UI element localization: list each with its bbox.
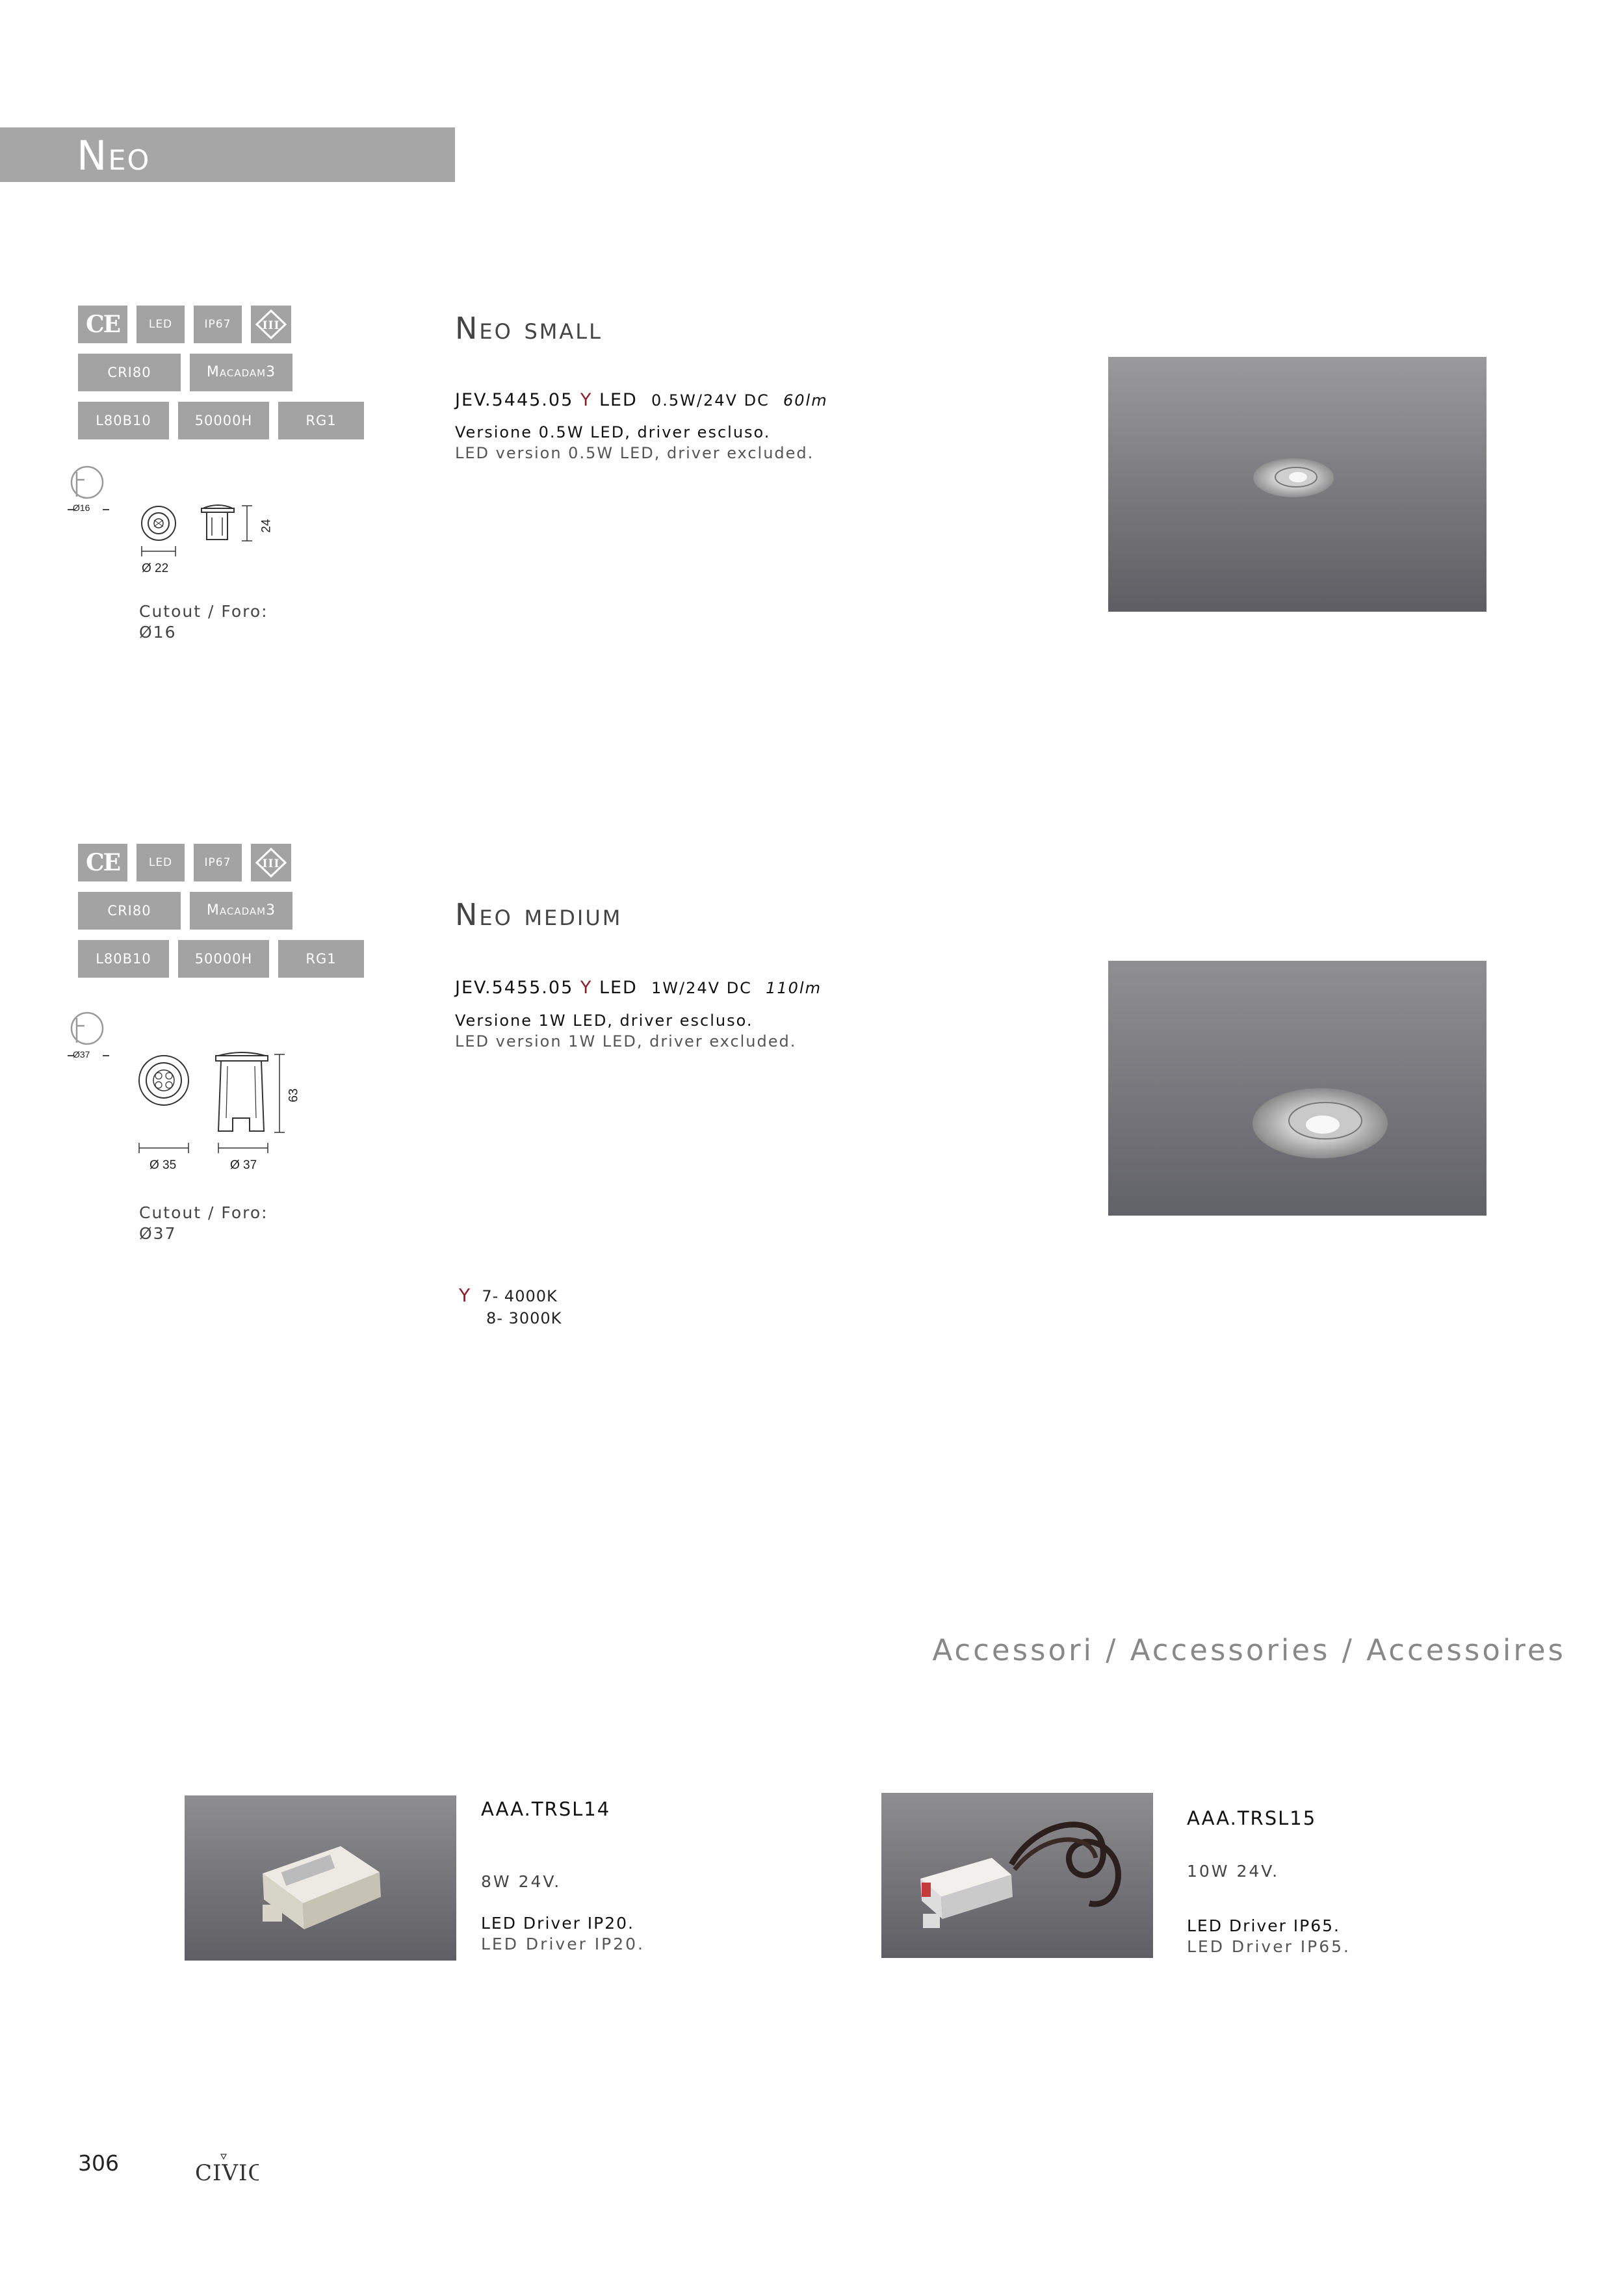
accessory-photo-driver-ip20 [185, 1795, 456, 1961]
legend-option: 7- 4000K [482, 1287, 558, 1305]
class-iii-icon [251, 306, 291, 343]
accessory-photo-driver-ip65 [881, 1793, 1153, 1958]
page-number: 306 [78, 2150, 119, 2176]
diameter-label: Ø 22 [142, 562, 169, 575]
l80b10-badge: L80B10 [78, 402, 169, 439]
product-code-line [455, 390, 828, 410]
product-title: Neo small [455, 311, 603, 346]
section-header-band [0, 127, 455, 182]
product-photo-neo-small [1108, 357, 1487, 612]
cri80-badge: CRI80 [78, 354, 181, 391]
cutout-value: Ø16 [139, 623, 177, 642]
svg-text:III: III [262, 857, 280, 870]
class-iii-badge [251, 844, 291, 881]
class-iii-icon [251, 844, 291, 881]
variant-symbol: Y [459, 1285, 471, 1306]
accessory-description-italian: LED Driver IP20. [481, 1914, 635, 1933]
product-code: JEV.5455.05 [455, 978, 574, 998]
neo-small-technical-drawing [62, 455, 283, 585]
recessed-install-icon [71, 1013, 103, 1044]
product-title: Neo medium [455, 897, 623, 932]
diameter-label: Ø 35 [149, 1158, 177, 1172]
lifetime-badge: 50000H [178, 402, 269, 439]
accessories-heading: Accessori / Accessories / Accessoires [932, 1633, 1566, 1667]
macadam-badge: Macadam3 [190, 354, 292, 391]
accessory-code: AAA.TRSL14 [481, 1798, 611, 1820]
hole-diameter-label: Ø37 [73, 1049, 90, 1060]
lumen-output: 110lm [766, 979, 822, 997]
height-label: 24 [259, 519, 274, 533]
section-title: Neo [77, 132, 151, 179]
lifetime-badge: 50000H [178, 940, 269, 978]
lumen-output: 60lm [783, 391, 828, 410]
accessory-power: 10W 24V. [1187, 1862, 1280, 1881]
macadam-badge: Macadam3 [190, 892, 292, 930]
product-code: JEV.5445.05 [455, 390, 574, 410]
recessed-install-icon [71, 467, 103, 498]
power-spec: 1W/24V DC [651, 979, 752, 997]
svg-text:CIVIC: CIVIC [195, 2160, 259, 2186]
accessory-description-italian: LED Driver IP65. [1187, 1916, 1341, 1935]
cutout-value: Ø37 [139, 1224, 177, 1243]
class-iii-badge [251, 306, 291, 343]
accessory-code: AAA.TRSL15 [1187, 1807, 1317, 1829]
diameter-label-2: Ø 37 [230, 1158, 257, 1172]
cutout-label: Cutout / Foro: [139, 602, 268, 621]
accessory-description-english: LED Driver IP65. [1187, 1937, 1351, 1956]
ip67-badge: IP67 [194, 306, 242, 343]
accessory-power: 8W 24V. [481, 1872, 562, 1891]
rg1-badge: RG1 [278, 940, 364, 978]
variant-symbol: Y [580, 978, 593, 998]
variant-symbol: Y [580, 390, 593, 410]
l80b10-badge: L80B10 [78, 940, 169, 978]
ce-mark-badge: CE [78, 844, 127, 881]
light-source: LED [599, 390, 638, 410]
product-photo-neo-medium [1108, 961, 1487, 1216]
ce-mark-badge: CE [78, 306, 127, 343]
product-code-line [455, 978, 822, 998]
ip67-badge: IP67 [194, 844, 242, 881]
neo-medium-technical-drawing [62, 1001, 309, 1183]
description-english: LED version 0.5W LED, driver excluded. [455, 444, 814, 462]
hole-diameter-label: Ø16 [73, 502, 90, 513]
svg-text:III: III [262, 319, 280, 332]
color-temperature-legend [459, 1285, 562, 1329]
cutout-info [139, 1203, 268, 1244]
cutout-label: Cutout / Foro: [139, 1203, 268, 1222]
accessory-description-english: LED Driver IP20. [481, 1935, 645, 1953]
light-source: LED [599, 978, 638, 998]
cri80-badge: CRI80 [78, 892, 181, 930]
cutout-info [139, 601, 268, 643]
brand-logo [194, 2152, 259, 2197]
description-italian: Versione 1W LED, driver escluso. [455, 1011, 753, 1030]
power-spec: 0.5W/24V DC [651, 391, 770, 410]
height-label: 63 [287, 1088, 301, 1102]
led-badge: LED [136, 844, 185, 881]
rg1-badge: RG1 [278, 402, 364, 439]
description-english: LED version 1W LED, driver excluded. [455, 1032, 797, 1050]
civic-logo-icon [194, 2152, 259, 2191]
description-italian: Versione 0.5W LED, driver escluso. [455, 423, 771, 441]
led-badge: LED [136, 306, 185, 343]
legend-option: 8- 3000K [486, 1309, 562, 1327]
